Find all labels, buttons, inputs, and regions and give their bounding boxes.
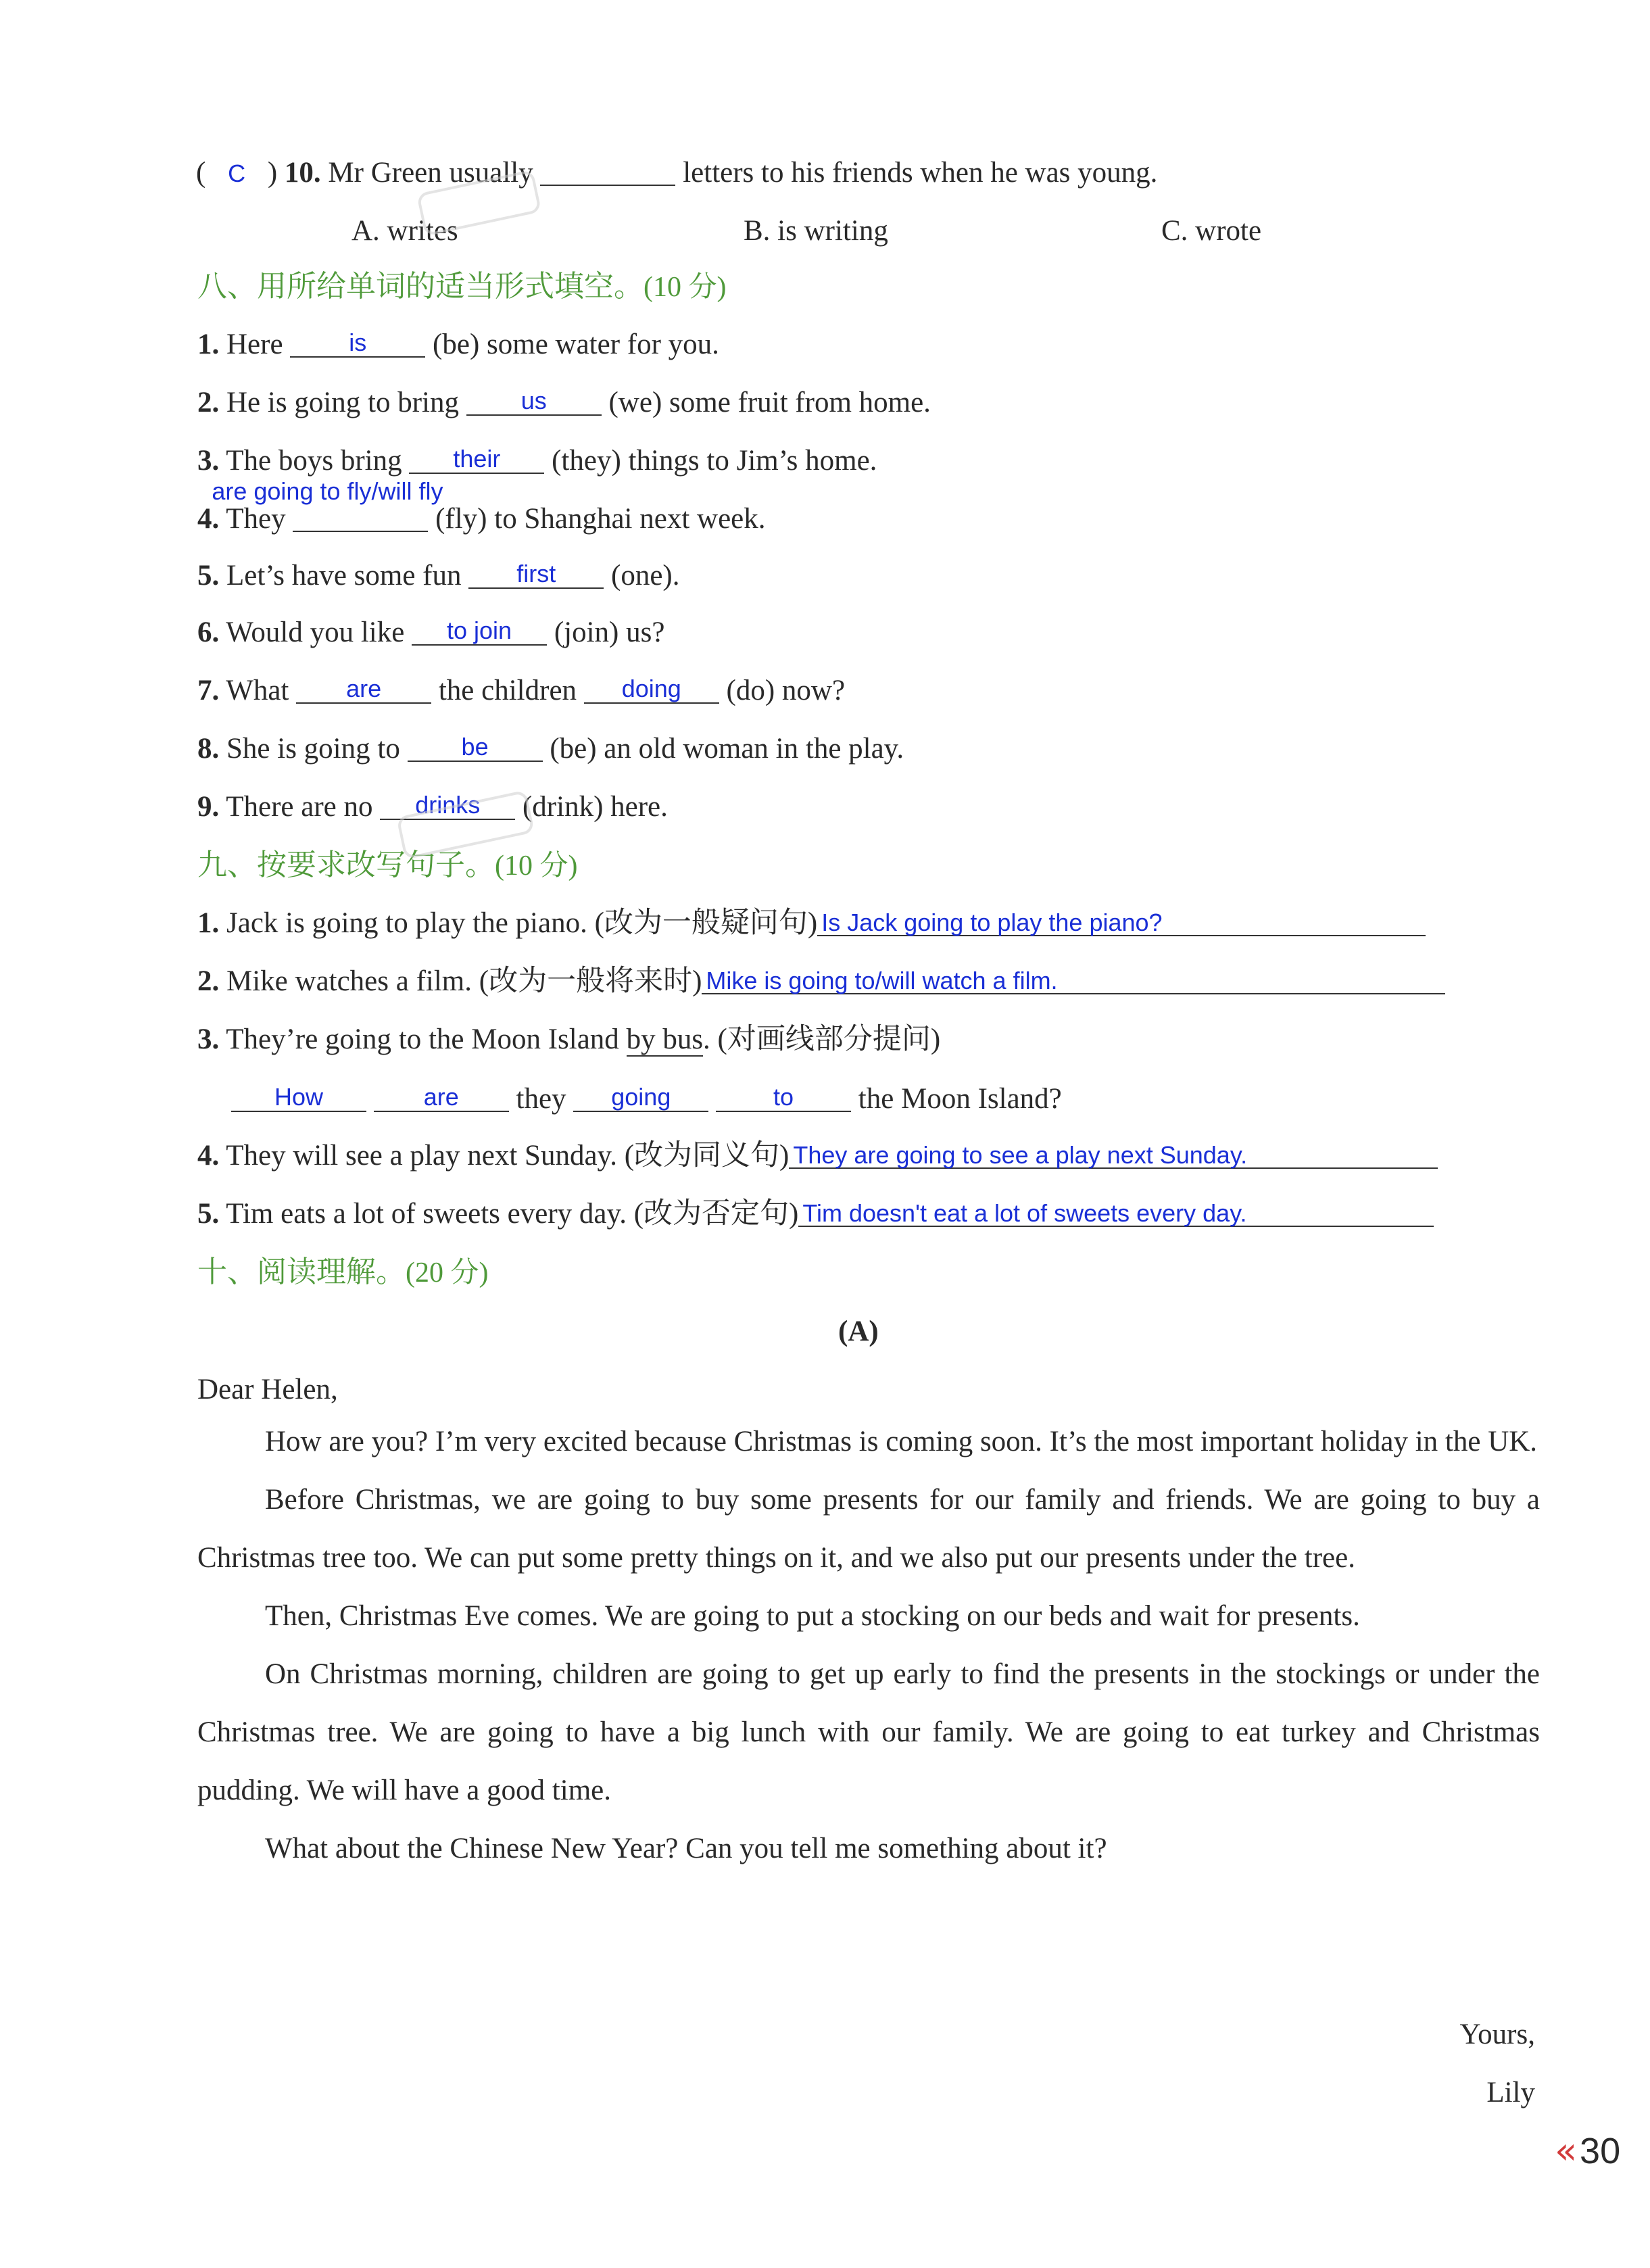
item-text: the Moon Island? xyxy=(858,1083,1062,1115)
item-number: 3. xyxy=(197,445,220,477)
sec8-item-6 xyxy=(197,612,664,653)
page-number-block xyxy=(1555,2129,1620,2172)
answer-blank xyxy=(468,558,604,589)
handwritten-answer: to xyxy=(773,1083,794,1111)
handwritten-answer: us xyxy=(520,387,547,414)
handwritten-answer: to join xyxy=(447,617,512,644)
item-text: Let’s have some fun xyxy=(226,560,462,592)
sec8-item-5 xyxy=(197,556,679,596)
item-number: 2. xyxy=(197,387,220,418)
item-text: (do) now? xyxy=(726,675,846,706)
section-9-heading: 九、按要求改写句子。 xyxy=(197,848,495,882)
answer-blank xyxy=(408,731,543,762)
q10-option-c: C. wrote xyxy=(1161,215,1262,247)
answer-blank xyxy=(573,1081,708,1112)
handwritten-answer: is xyxy=(349,329,367,356)
q10-label: 10. xyxy=(284,157,321,189)
sec8-item-7 xyxy=(197,671,845,711)
item-text: (we) some fruit from home. xyxy=(608,387,931,418)
item-text: (drink) here. xyxy=(522,791,668,823)
handwritten-answer: Tim doesn't eat a lot of sweets every day. xyxy=(802,1199,1247,1227)
answer-blank xyxy=(374,1081,509,1112)
handwritten-answer: first xyxy=(516,560,556,587)
answer-line xyxy=(702,963,1445,994)
answer-blank xyxy=(412,614,547,646)
section-9-score: (10 分) xyxy=(495,850,578,882)
letter-signature: Lily xyxy=(1486,2077,1535,2108)
item-text: Would you like xyxy=(226,617,405,648)
section-10-heading: 十、阅读理解。 xyxy=(197,1255,406,1289)
q10-row xyxy=(196,153,1157,194)
handwritten-answer: are going to fly/will fly xyxy=(212,477,443,505)
handwritten-answer: are xyxy=(423,1083,459,1111)
item-number: 5. xyxy=(197,1198,220,1230)
item-number: 1. xyxy=(197,907,220,939)
handwritten-answer: They are going to see a play next Sunday. xyxy=(793,1141,1248,1169)
item-text: Jack is going to play the piano. (改为一般疑问句) xyxy=(226,907,818,939)
q10-option-b: B. is writing xyxy=(744,215,888,247)
handwritten-answer: Is Jack going to play the piano? xyxy=(821,909,1163,936)
letter-greeting: Dear Helen, xyxy=(197,1374,338,1405)
item-text: There are no xyxy=(226,791,373,823)
underlined-phrase: by bus xyxy=(626,1023,704,1055)
sec8-item-1 xyxy=(197,324,719,365)
q10-answer: C xyxy=(228,160,246,187)
q10-blank xyxy=(540,155,675,186)
sec9-item-3 xyxy=(197,1019,940,1060)
item-number: 6. xyxy=(197,617,220,648)
answer-blank xyxy=(409,443,544,474)
page-number: 30 xyxy=(1580,2131,1621,2171)
section-8-heading: 八、用所给单词的适当形式填空。 xyxy=(197,269,644,304)
item-number: 4. xyxy=(197,1140,220,1172)
item-text: They’re going to the Moon Island xyxy=(226,1023,619,1055)
item-text: (be) an old woman in the play. xyxy=(550,733,904,765)
item-number: 3. xyxy=(197,1023,220,1055)
item-number: 9. xyxy=(197,791,220,823)
item-text: (one). xyxy=(611,560,680,592)
letter-paragraph: What about the Chinese New Year? Can you tell me something about it? xyxy=(265,1833,1107,1864)
letter-paragraph: Then, Christmas Eve comes. We are going to put a stocking on our beds and wait for presents. xyxy=(265,1600,1360,1632)
q10-after: letters to his friends when he was young. xyxy=(683,157,1158,189)
chevron-left-icon: « xyxy=(1555,2129,1578,2172)
item-text: They xyxy=(226,503,286,535)
item-text: Tim eats a lot of sweets every day. (改为否定句) xyxy=(226,1198,799,1230)
answer-line xyxy=(789,1138,1438,1169)
section-8-title xyxy=(197,266,726,308)
handwritten-answer: doing xyxy=(621,675,681,702)
reading-part-label: (A) xyxy=(838,1316,879,1347)
section-10-score: (20 分) xyxy=(406,1257,489,1288)
sec8-item-2 xyxy=(197,383,931,423)
item-text: They will see a play next Sunday. (改为同义句) xyxy=(226,1140,790,1172)
answer-blank xyxy=(296,673,431,704)
letter-body xyxy=(197,1413,1540,1878)
item-text: they xyxy=(516,1083,566,1115)
item-text: Here xyxy=(226,329,283,360)
sec9-item-3-answer-row xyxy=(231,1079,1062,1119)
q10-option-a: A. writes xyxy=(351,215,458,247)
item-number: 7. xyxy=(197,675,220,706)
item-text: (fly) to Shanghai next week. xyxy=(435,503,766,535)
q10-paren-open: ( xyxy=(196,157,206,189)
item-text: . (对画线部分提问) xyxy=(703,1023,941,1055)
item-text: the children xyxy=(438,675,577,706)
section-10-title xyxy=(197,1252,488,1293)
letter-paragraph: On Christmas morning, children are going to get up early to find the presents in the stockings or under the Christmas tree. We are going to have a big lunch with our family. We are going to eat turkey and Christmas pudding. We will have a good time. xyxy=(197,1658,1540,1806)
item-number: 1. xyxy=(197,329,220,360)
item-number: 4. xyxy=(197,503,220,535)
item-text: She is going to xyxy=(226,733,400,765)
q10-paren-close: ) xyxy=(267,157,278,189)
item-text: (they) things to Jim’s home. xyxy=(552,445,877,477)
answer-blank xyxy=(290,327,425,358)
answer-line xyxy=(817,905,1426,936)
handwritten-answer: going xyxy=(611,1083,671,1111)
q10-before: Mr Green usually xyxy=(328,157,533,189)
answer-blank xyxy=(231,1081,366,1112)
item-text: (join) us? xyxy=(554,617,665,648)
letter-paragraph: How are you? I’m very excited because Christmas is coming soon. It’s the most important holiday in the UK. xyxy=(265,1426,1538,1457)
section-8-score: (10 分) xyxy=(644,272,727,303)
section-9-title xyxy=(197,845,577,886)
sec9-item-1 xyxy=(197,903,1426,944)
answer-blank xyxy=(716,1081,851,1112)
handwritten-answer: be xyxy=(461,733,489,761)
sec9-item-4 xyxy=(197,1136,1438,1176)
sec9-item-2 xyxy=(197,961,1445,1002)
handwritten-answer: How xyxy=(274,1083,324,1111)
answer-blank xyxy=(466,385,602,416)
sec9-item-5 xyxy=(197,1194,1434,1234)
item-number: 5. xyxy=(197,560,220,592)
handwritten-answer: their xyxy=(453,445,501,473)
item-text: The boys bring xyxy=(226,445,402,477)
item-text: He is going to bring xyxy=(226,387,459,418)
sec8-item-8 xyxy=(197,729,904,769)
letter-closing: Yours, xyxy=(1459,2019,1535,2050)
handwritten-answer: are xyxy=(346,675,382,702)
letter-paragraph: Before Christmas, we are going to buy some presents for our family and friends. We are going to buy a Christmas tree too. We can put some pretty things on it, and we also put our presents under the tree. xyxy=(197,1484,1540,1574)
item-number: 8. xyxy=(197,733,220,765)
item-text: What xyxy=(226,675,289,706)
item-text: Mike watches a film. (改为一般将来时) xyxy=(226,965,702,997)
item-number: 2. xyxy=(197,965,220,997)
answer-blank xyxy=(584,673,719,704)
handwritten-answer: drinks xyxy=(415,791,481,819)
answer-line xyxy=(798,1196,1434,1227)
sec8-item-4 xyxy=(197,477,766,539)
item-text: (be) some water for you. xyxy=(433,329,719,360)
handwritten-answer: Mike is going to/will watch a film. xyxy=(706,967,1058,994)
